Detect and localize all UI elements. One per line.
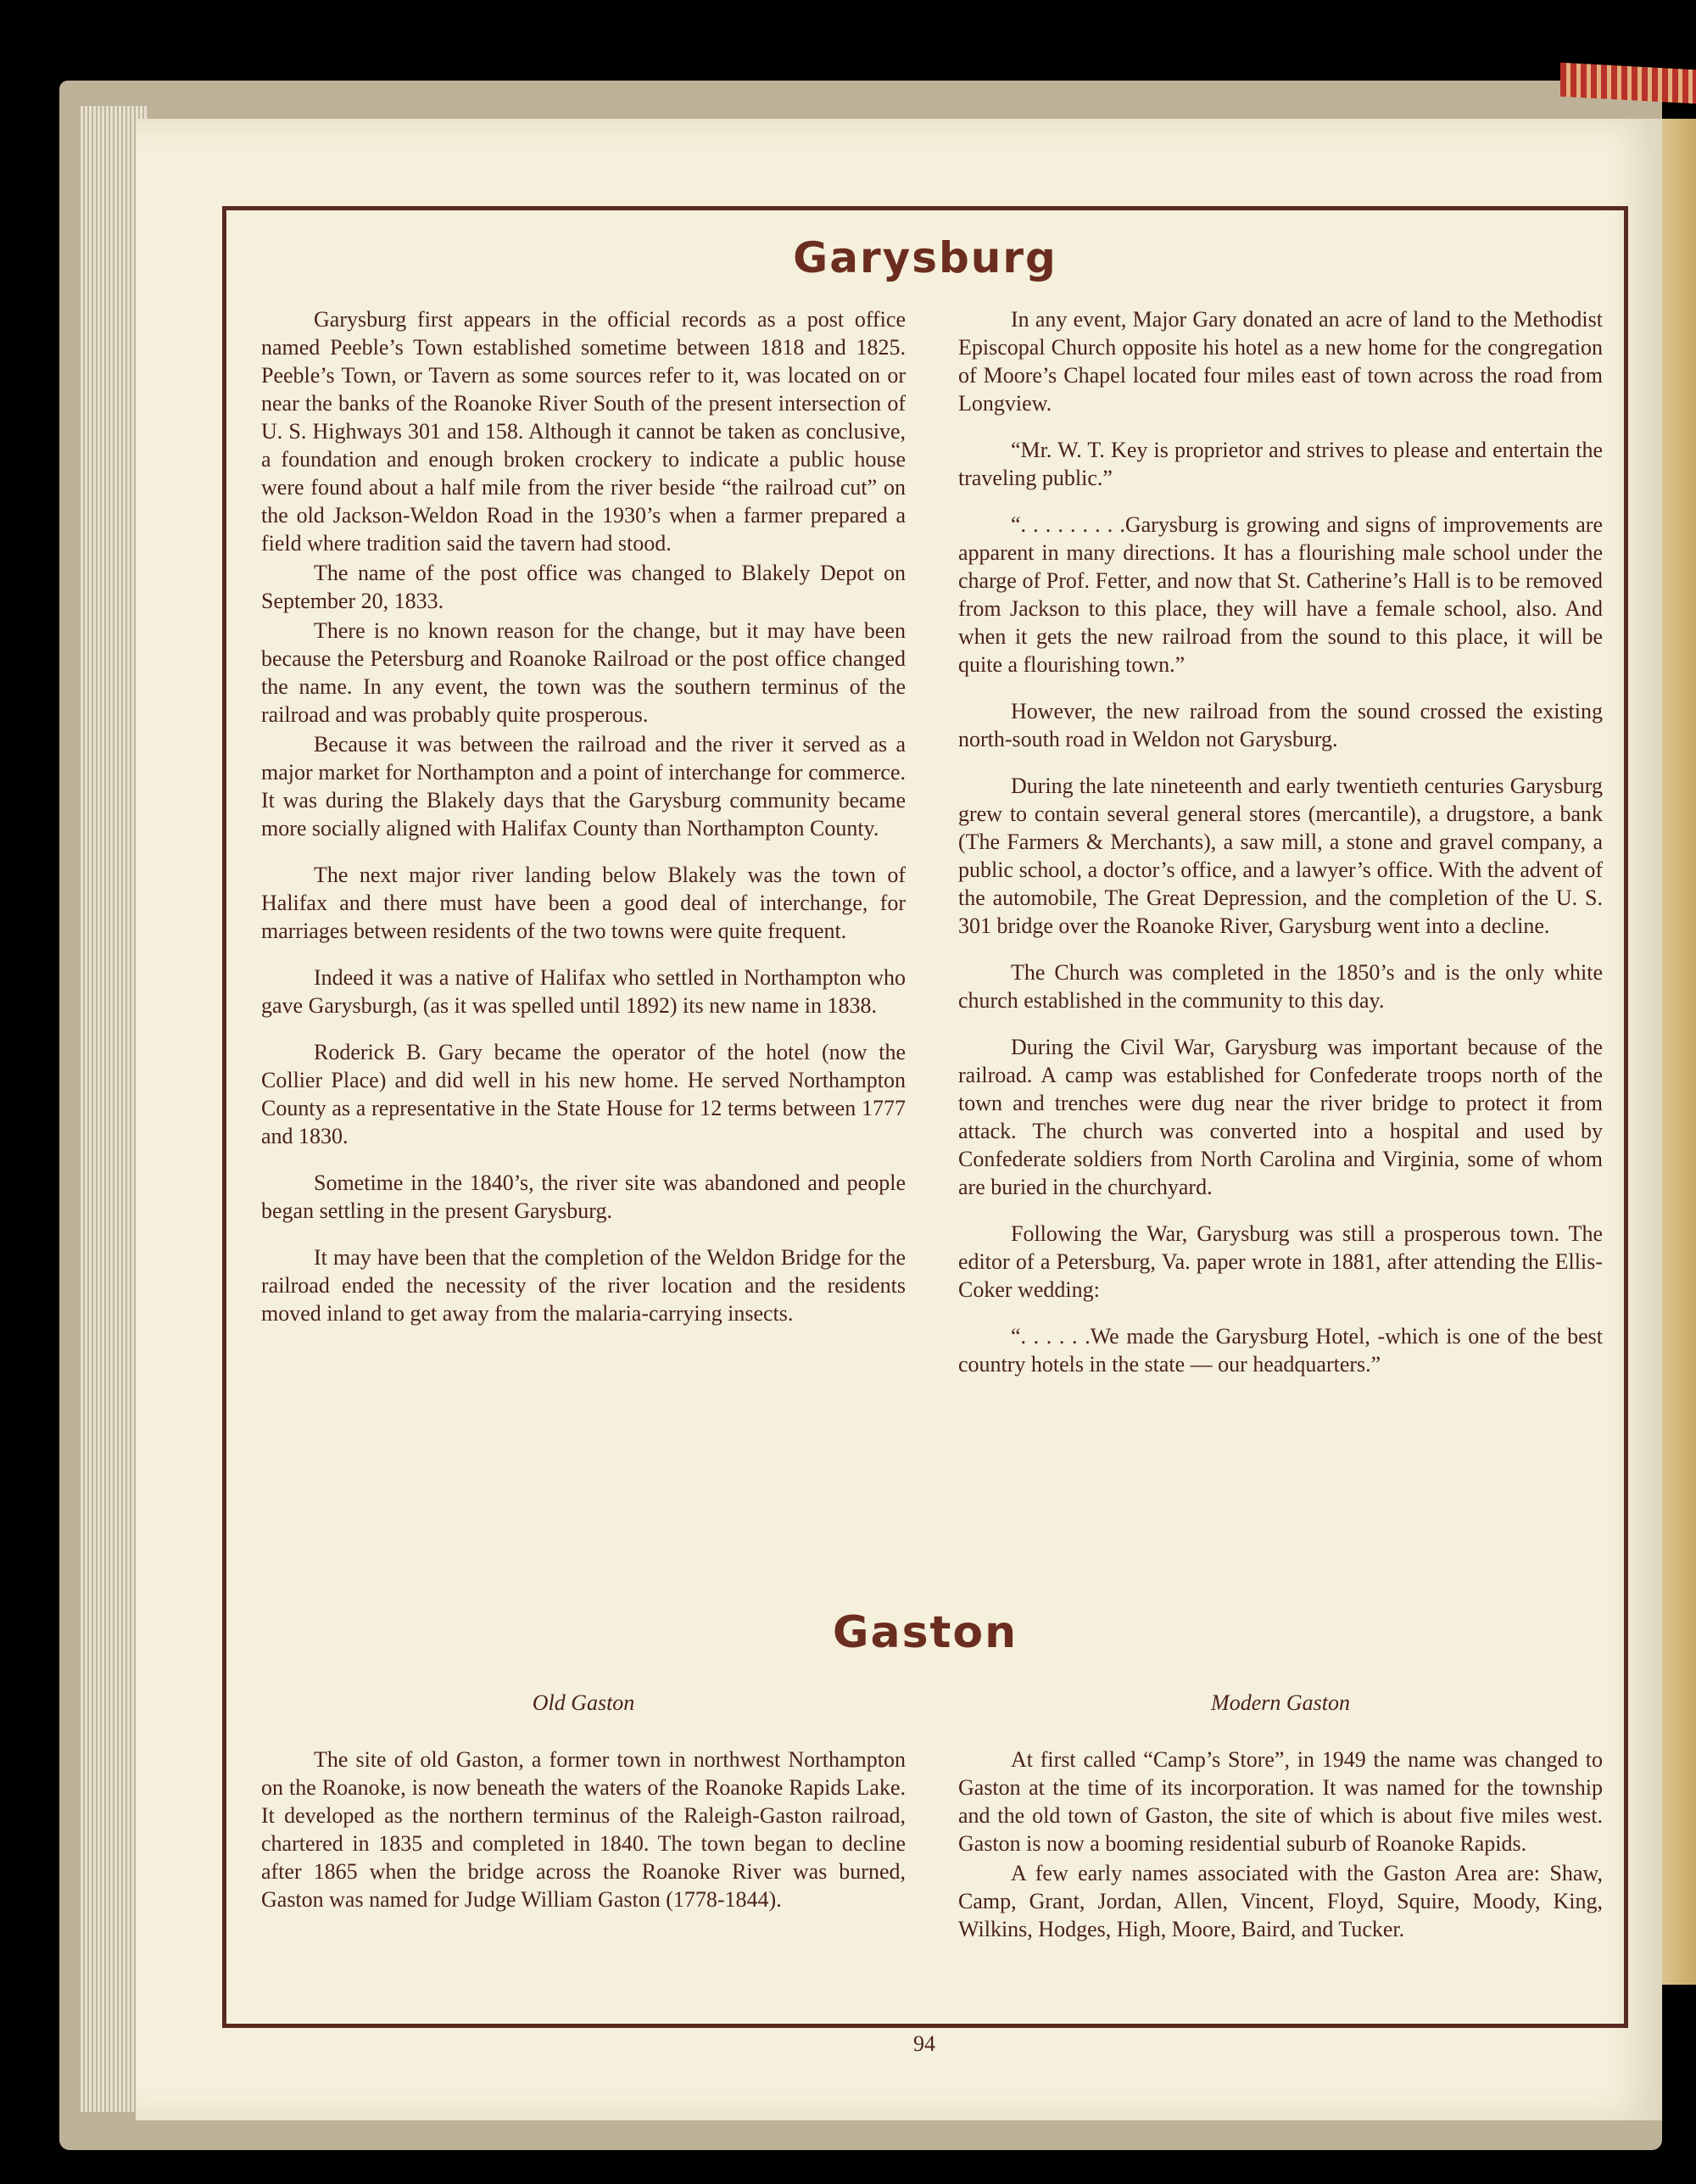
paragraph: However, the new railroad from the sound crossed the existing north-south road in Weldon not Garysburg. — [958, 699, 1603, 751]
paragraph: In any event, Major Gary donated an acre of land to the Methodist Episcopal Church opposite his hotel as a new home for the congregation of Moore’s Chapel located four miles east of town across the road from Longview. — [958, 307, 1603, 416]
modern-gaston-heading: Modern Gaston — [1211, 1690, 1350, 1715]
paragraph: “Mr. W. T. Key is proprietor and strives to please and entertain the traveling public.” — [958, 438, 1603, 490]
paragraph: Roderick B. Gary became the operator of the hotel (now the Collier Place) and did well in his new home. He served Northampton County as a representative in the State House for 12 terms between 1777 and 1830. — [261, 1040, 906, 1148]
paragraph: It may have been that the completion of the Weldon Bridge for the railroad ended the necessity of the river location and the residents moved inland to get away from the malaria-carrying insects. — [261, 1245, 906, 1326]
paragraph: There is no known reason for the change, but it may have been because the Petersburg and Roanoke Railroad or the post office changed the name. In any event, the town was the southern terminus of the railroad and was probably quite prosperous. — [261, 618, 906, 727]
paragraph: The Church was completed in the 1850’s and is the only white church established in the community to this day. — [958, 960, 1603, 1013]
page-number: 94 — [913, 2031, 935, 2056]
paragraph: The next major river landing below Blakely was the town of Halifax and there must have been a good deal of interchange, for marriages between residents of the two towns were quite frequent. — [261, 863, 906, 943]
paragraph: At first called “Camp’s Store”, in 1949 the name was changed to Gaston at the time of its incorporation. It was named for the township and the old town of Gaston, the site of which is about five miles west. Gaston is now a booming residential suburb of Roanoke Rapids. — [958, 1747, 1603, 1856]
bookmark-ribbon — [1560, 63, 1696, 103]
paragraph: During the late nineteenth and early twentieth centuries Garysburg grew to contain several general stores (mercantile), a drugstore, a bank (The Farmers & Merchants), a saw mill, a stone and gravel company, a public school, a doctor’s office, and a lawyer’s office. With the advent of the automobile, The Great Depression, and the completion of the U. S. 301 bridge over the Roanoke River, Garysburg went into a decline. — [958, 774, 1603, 938]
paragraph: Sometime in the 1840’s, the river site was abandoned and people began settling in the present Garysburg. — [261, 1170, 906, 1223]
paragraph: Because it was between the railroad and the river it served as a major market for Northampton and a point of interchange for commerce. It was during the Blakely days that the Garysburg community became more socially aligned with Halifax County than Northampton County. — [261, 732, 906, 841]
paragraph: “. . . . . . . . .Garysburg is growing and signs of improvements are apparent in many directions. It has a flourishing male school under the charge of Prof. Fetter, and now that St. Catherine’s Hall is to be removed from Jackson to this place, they will have a female school, also. And when it gets the new railroad from the sound to this place, it will be quite a flourishing town.” — [958, 512, 1603, 677]
modern-gaston-column — [958, 1746, 1603, 1962]
old-gaston-heading: Old Gaston — [532, 1690, 635, 1715]
garysburg-title: Garysburg — [793, 233, 1057, 282]
paragraph: Garysburg first appears in the official records as a post office named Peeble’s Town established sometime between 1818 and 1825. Peeble’s Town, or Tavern as some sources refer to it, was located on or near the banks of the Roanoke River South of the present intersection of U. S. Highways 301 and 158. Although it cannot be taken as conclusive, a foundation and enough broken crockery to indicate a public house were found about a half mile from the river beside “the railroad cut” on the old Jackson-Weldon Road in the 1930’s when a farmer prepared a field where tradition said the tavern had stood. — [261, 307, 906, 556]
paragraph: A few early names associated with the Gaston Area are: Shaw, Camp, Grant, Jordan, Allen, Vincent, Floyd, Squire, Moody, King, Wilkins, Hodges, High, Moore, Baird, and Tucker. — [958, 1861, 1603, 1941]
paragraph: The name of the post office was changed to Blakely Depot on September 20, 1833. — [261, 561, 906, 613]
paragraph: Following the War, Garysburg was still a prosperous town. The editor of a Petersburg, Va. paper wrote in 1881, after attending the Ellis-Coker wedding: — [958, 1221, 1603, 1302]
paragraph: “. . . . . .We made the Garysburg Hotel, -which is one of the best country hotels in the state — our headquarters.” — [958, 1324, 1603, 1377]
paragraph: During the Civil War, Garysburg was important because of the railroad. A camp was established for Confederate troops north of the town and trenches were dug near the river bridge to protect it from attack. The church was converted into a hospital and used by Confederate soldiers from North Carolina and Virginia, some of whom are buried in the churchyard. — [958, 1035, 1603, 1199]
garysburg-right-column — [958, 305, 1603, 1397]
old-gaston-column — [261, 1746, 906, 1932]
paragraph: Indeed it was a native of Halifax who settled in Northampton who gave Garysburgh, (as it was spelled until 1892) its new name in 1838. — [261, 965, 906, 1018]
garysburg-left-column — [261, 305, 906, 1346]
paragraph: The site of old Gaston, a former town in northwest Northampton on the Roanoke, is now beneath the waters of the Roanoke Rapids Lake. It developed as the northern terminus of the Raleigh-Gaston railroad, chartered in 1835 and completed in 1840. The town began to decline after 1865 when the bridge across the Roanoke River was burned, Gaston was named for Judge William Gaston (1778-1844). — [261, 1747, 906, 1912]
gaston-title: Gaston — [832, 1607, 1018, 1658]
